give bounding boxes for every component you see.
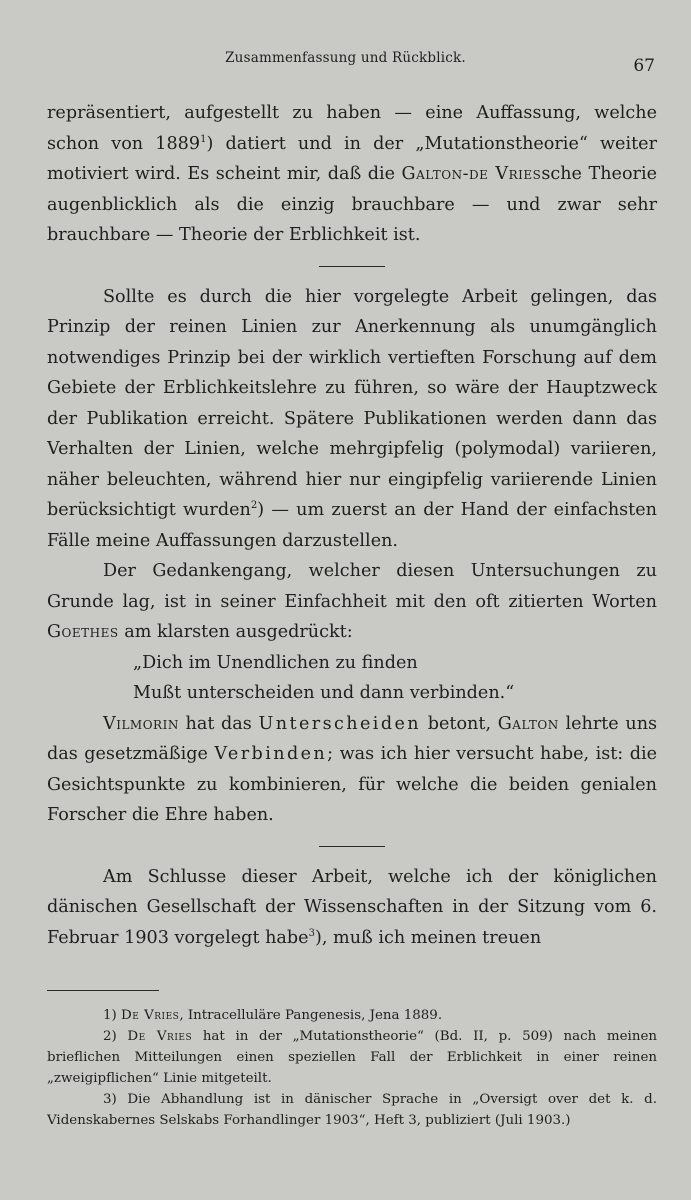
footnote-2-author: De Vries — [127, 1029, 193, 1044]
footnote-ref-1: 1 — [200, 133, 207, 145]
footnote-1-text: , Intracelluläre Pangenesis, Jena 1889. — [179, 1008, 443, 1023]
footnote-ref-2: 2 — [250, 500, 258, 512]
p1-line-3-end: sche — [541, 164, 582, 184]
spaced-word-unterscheiden: Unterscheiden — [258, 713, 422, 734]
footnote-1-author: De Vries — [121, 1008, 180, 1023]
footnote-rule — [47, 990, 159, 991]
p3-text-b: am klarsten ausgedrückt: — [124, 622, 353, 642]
paragraph-3 — [47, 556, 657, 648]
p4-text-d: ; was ich hier versucht habe, ist: die Gesichtspunkte zu kombinieren, für welche die beiden genialen Forscher die Ehre haben. — [47, 744, 657, 825]
p1-line-2b: ) datiert und in der „Mutationstheorie“ weiter — [206, 133, 657, 154]
footnotes — [47, 1005, 657, 1131]
footnote-1-number: 1) — [103, 1008, 117, 1023]
p1-line-3: motiviert wird. Es scheint mir, daß die — [47, 164, 396, 184]
p5-text-b: ), muß ich meinen treuen — [314, 927, 542, 948]
footnote-3-number: 3) — [103, 1092, 117, 1107]
author-name-goethe: Goethes — [47, 622, 119, 642]
p4-text-a: hat das — [185, 713, 252, 734]
section-divider-2 — [319, 846, 385, 847]
footnote-2-number: 2) — [103, 1029, 117, 1044]
paragraph-4 — [47, 709, 657, 831]
quote-line-1: „Dich im Unendlichen zu finden — [133, 652, 418, 673]
paragraph-2 — [47, 282, 657, 557]
p5-text-a: Am Schlusse dieser Arbeit, welche ich der königlichen dänischen Gesellschaft der Wissenschaften in der Sitzung vom 6. Februar 1903 vorgelegt habe — [47, 866, 657, 948]
footnote-ref-3: 3 — [308, 927, 315, 939]
main-text — [47, 98, 657, 953]
author-name-galton: Galton — [497, 713, 559, 734]
p4-text-c: lehrte uns das gesetzmäßige — [47, 713, 658, 764]
quote-line-2: Mußt unterscheiden und dann verbinden.“ — [133, 683, 515, 703]
p3-text-a: Der Gedankengang, welcher diesen Untersuchungen zu Grunde lag, ist in seiner Einfachheit mit den oft zitierten Worten — [47, 561, 657, 612]
p2-text-b: ) — um zuerst an der Hand der einfachsten Fälle meine Auffassungen darzustellen. — [47, 500, 657, 551]
author-name-galton-de-vries: Galton-de Vries — [401, 164, 542, 184]
footnote-3 — [47, 1089, 657, 1131]
author-name-vilmorin: Vilmorin — [103, 713, 179, 734]
paragraph-1 — [47, 98, 657, 251]
footnote-2 — [47, 1026, 657, 1089]
p1-line-4: Theorie augenblicklich als die einzig brauchbare — und — [47, 164, 658, 215]
footnote-1 — [47, 1005, 657, 1026]
spaced-word-verbinden: Verbinden — [214, 744, 328, 764]
running-title: Zusammenfassung und Rückblick. — [225, 50, 466, 66]
footnote-3-text: Die Abhandlung ist in dänischer Sprache in „Oversigt over det k. d. Videnskabernes Selskabs Forhandlinger 1903“, Heft 3, publiziert (Juli 1903.) — [47, 1092, 657, 1128]
p1-line-5: zwar sehr brauchbare — Theorie der Erblichkeit ist. — [47, 194, 657, 245]
footnote-2-text: hat in der „Mutationstheorie“ (Bd. II, p. 509) nach meinen brieflichen Mitteilungen einen speziellen Fall der Erblichkeit in einer reinen „zweigipflichen“ Linie mitgeteilt. — [47, 1029, 657, 1086]
p2-text-a: Sollte es durch die hier vorgelegte Arbeit gelingen, das Prinzip der reinen Linien zur Anerkennung als unumgänglich notwendiges Prinzip bei der wirklich vertieften Forschung auf dem Gebiete der Erblichkeitslehre zu führen, so wäre der Hauptzweck der Publikation erreicht. Spätere Publikationen werden dann das Verhalten der Linien, welche mehrgipfelig (polymodal) variieren, näher beleuchten, während hier nur eingipfelig variierende Linien berücksichtigt wurden — [47, 286, 657, 520]
p4-text-b: betont, — [427, 713, 492, 734]
page-number: 67 — [633, 56, 655, 76]
paragraph-5 — [47, 862, 657, 954]
p1-line-1: repräsentiert, aufgestellt zu haben — eine Auffassung, welche — [47, 103, 657, 123]
p1-line-2a: schon von 1889 — [47, 133, 201, 154]
section-divider — [319, 266, 385, 267]
